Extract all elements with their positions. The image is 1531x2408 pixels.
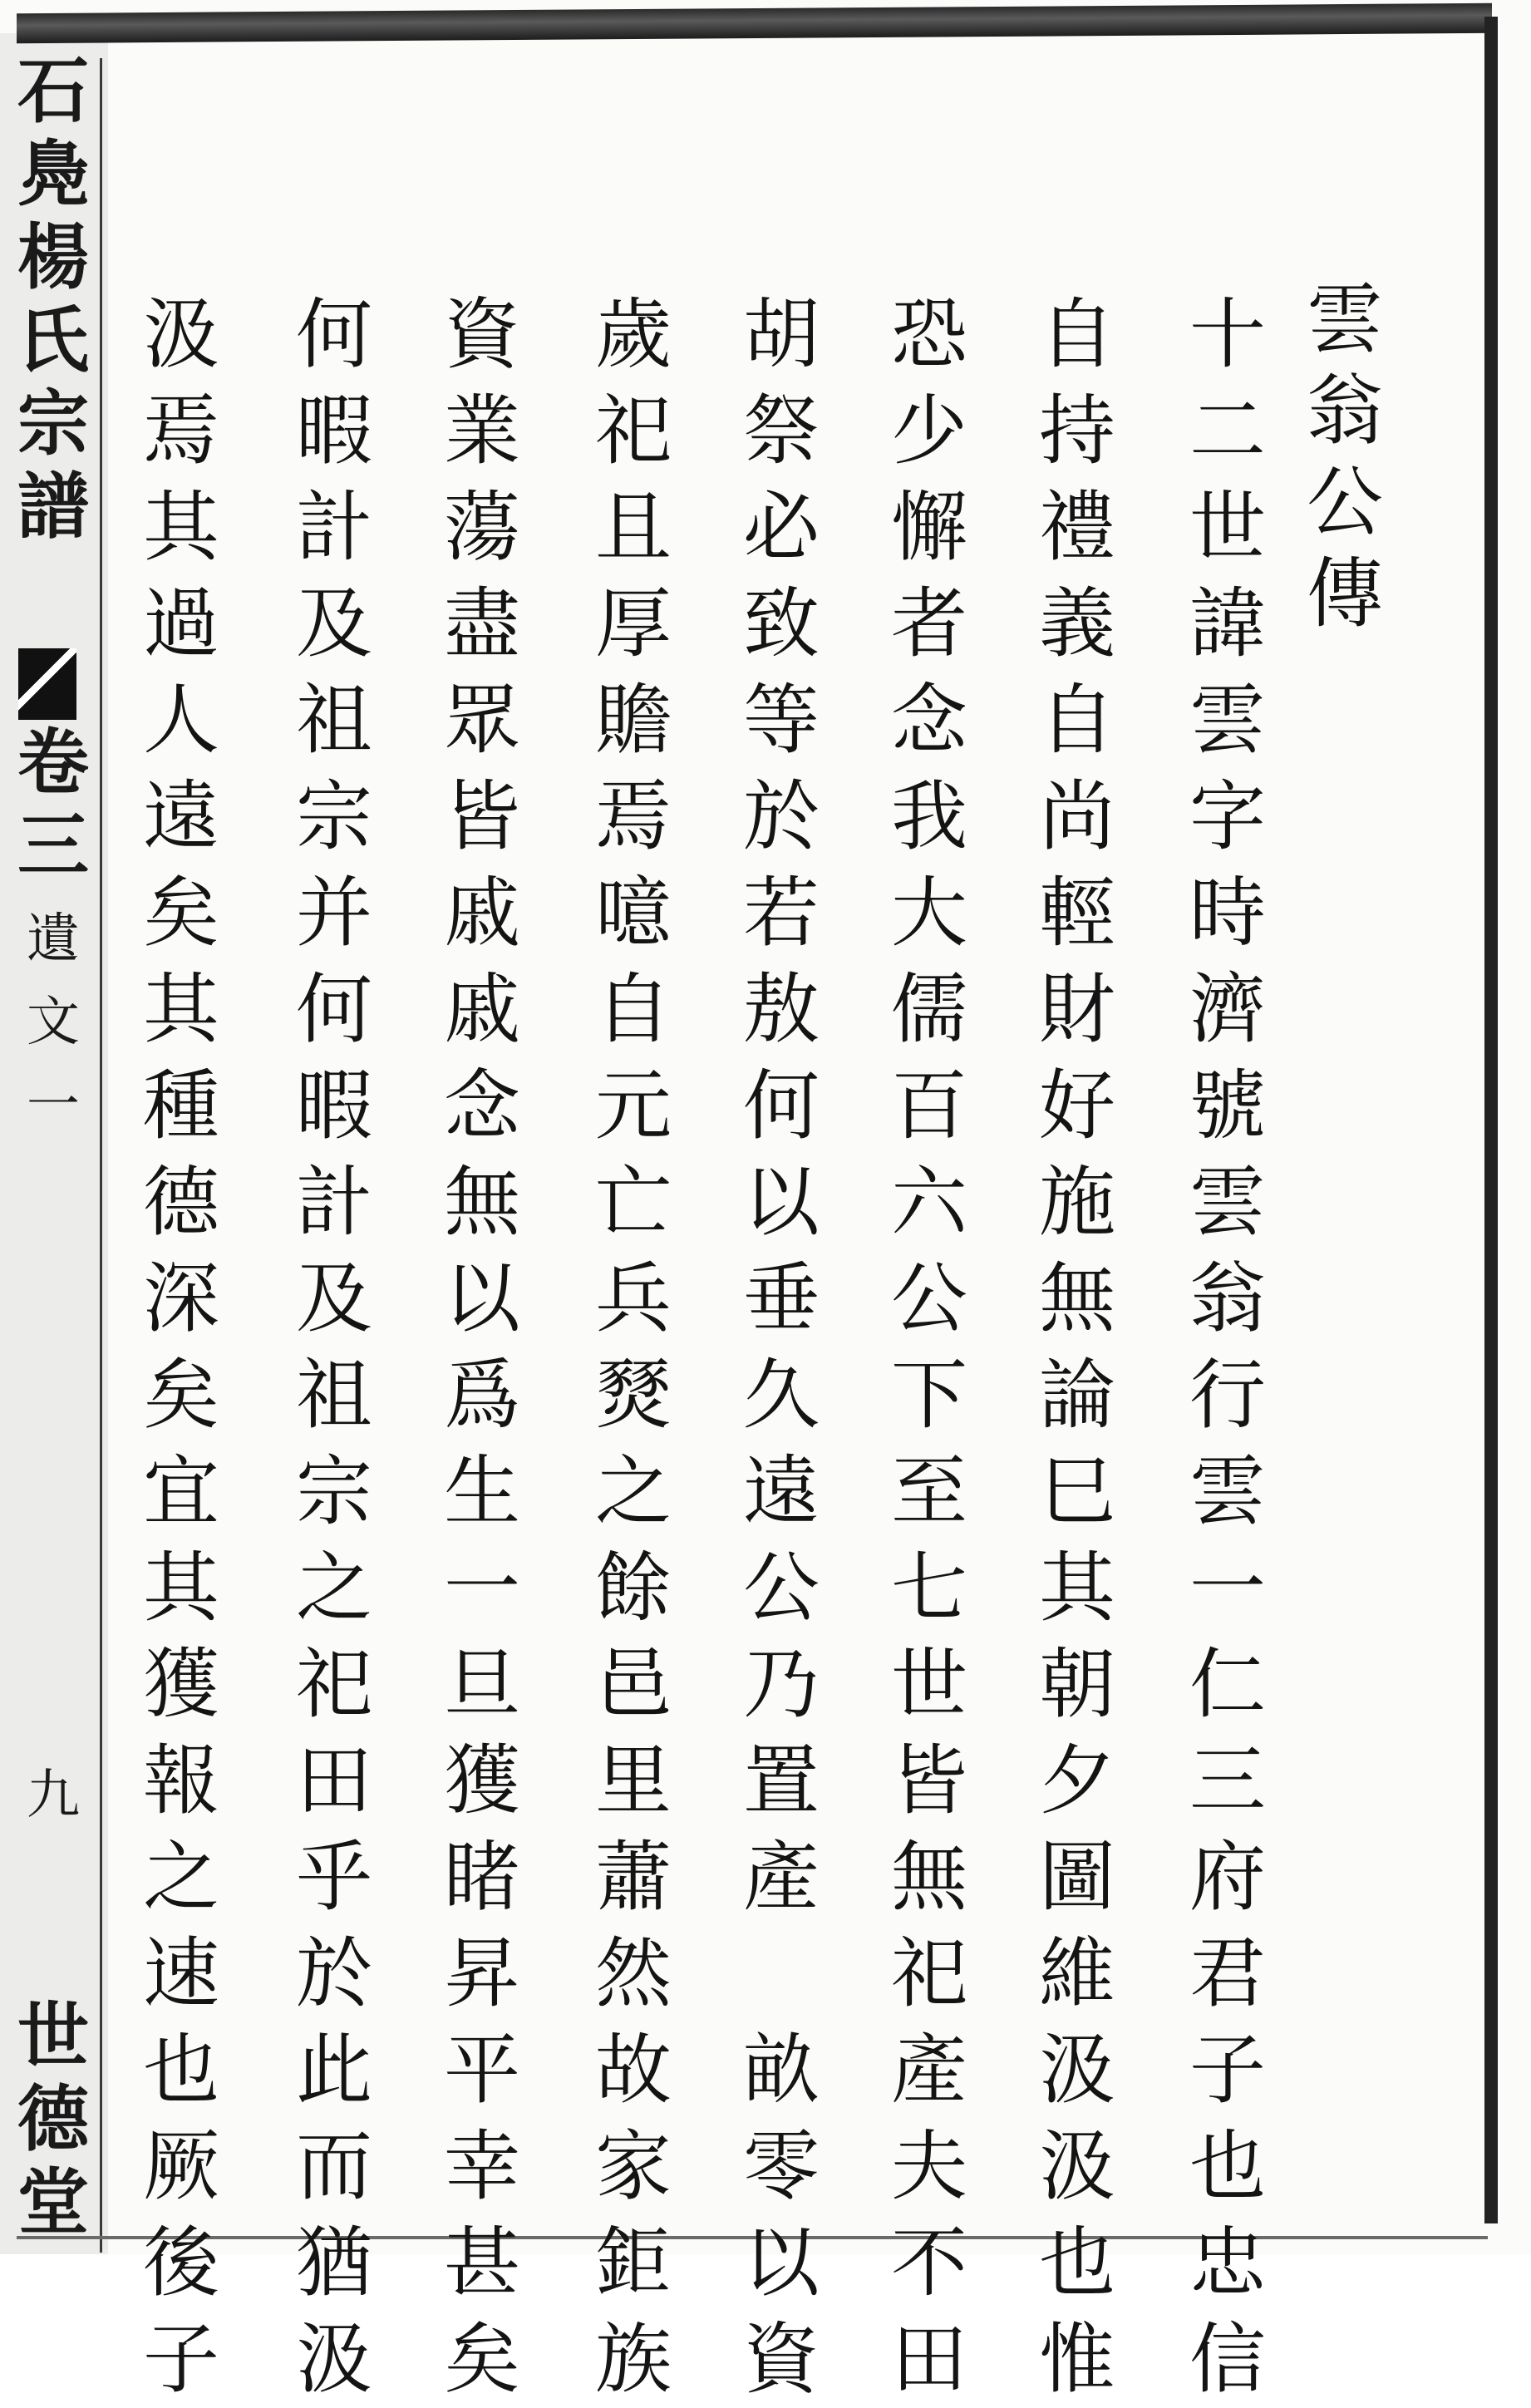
glyph: 圖 [1038, 1833, 1115, 1922]
text-column-3 [888, 287, 971, 2408]
glyph: 田 [890, 2315, 967, 2404]
glyph: 等 [742, 676, 820, 765]
glyph: 幸 [443, 2122, 520, 2211]
glyph: 信 [1189, 2315, 1266, 2404]
glyph: 眾 [443, 676, 520, 765]
glyph: 時 [1189, 869, 1266, 958]
glyph: 自 [594, 965, 672, 1054]
margin-hall-name [12, 1995, 95, 2244]
glyph: 其 [1038, 1544, 1115, 1632]
glyph: 無 [890, 1833, 967, 1922]
glyph: 九 [27, 1765, 80, 1826]
glyph: 汲 [295, 2315, 372, 2404]
glyph: 雲 [1189, 1447, 1266, 1536]
glyph: 生 [443, 1447, 520, 1536]
glyph: 子 [142, 2315, 219, 2404]
column-text [140, 287, 223, 2408]
glyph: 速 [142, 1929, 219, 2018]
glyph: 儒 [890, 965, 967, 1054]
glyph: 七 [890, 1544, 967, 1632]
glyph: 宗 [17, 382, 89, 465]
glyph: 維 [1038, 1929, 1115, 2018]
glyph: 贍 [594, 676, 672, 765]
glyph: 祖 [295, 1351, 372, 1440]
column-text [293, 287, 376, 2408]
glyph: 皆 [443, 772, 520, 861]
glyph: 之 [594, 1447, 672, 1536]
glyph: 兵 [594, 1254, 672, 1343]
glyph: 輕 [1038, 869, 1115, 958]
glyph: 蕭 [594, 1833, 672, 1922]
glyph: 汲 [142, 290, 219, 379]
glyph: 置 [742, 1736, 820, 1825]
glyph: 傳 [1306, 549, 1383, 638]
column-text [592, 287, 675, 2408]
glyph: 祖 [295, 676, 372, 765]
glyph: 夕 [1038, 1736, 1115, 1825]
glyph: 家 [594, 2122, 672, 2211]
glyph: 六 [890, 1158, 967, 1247]
glyph: 翁 [1306, 367, 1383, 456]
glyph: 亡 [594, 1158, 672, 1247]
glyph: 暇 [295, 1061, 372, 1150]
glyph: 祀 [295, 1640, 372, 1729]
glyph: 字 [1189, 772, 1266, 861]
glyph: 旦 [443, 1640, 520, 1729]
glyph: 此 [295, 2026, 372, 2115]
glyph: 朝 [1038, 1640, 1115, 1729]
glyph: 無 [1038, 1254, 1115, 1343]
glyph: 氏 [17, 298, 89, 382]
glyph: 也 [1189, 2122, 1266, 2211]
glyph: 獲 [142, 1640, 219, 1729]
glyph: 昇 [443, 1929, 520, 2018]
glyph: 祀 [594, 387, 672, 475]
glyph: 元 [594, 1061, 672, 1150]
glyph: 焉 [594, 772, 672, 861]
glyph: 及 [295, 1254, 372, 1343]
column-text [1186, 287, 1269, 2408]
column-text [1036, 287, 1119, 2408]
text-column-2 [1036, 287, 1119, 2408]
glyph: 宗 [295, 1447, 372, 1536]
glyph: 產 [890, 2026, 967, 2115]
glyph: 公 [890, 1254, 967, 1343]
glyph: 文 [27, 992, 80, 1053]
glyph: 族 [594, 2315, 672, 2404]
glyph: 之 [295, 1544, 372, 1632]
margin-section [12, 898, 95, 1147]
glyph: 爲 [443, 1351, 520, 1440]
glyph: 百 [890, 1061, 967, 1150]
top-border [17, 3, 1492, 43]
glyph: 也 [142, 2026, 219, 2115]
glyph: 零 [742, 2122, 820, 2211]
glyph: 公 [1306, 458, 1383, 547]
glyph: 遠 [142, 772, 219, 861]
glyph: 於 [295, 1929, 372, 2018]
text-column-7 [293, 287, 376, 2408]
glyph: 夫 [890, 2122, 967, 2211]
glyph: 宗 [295, 772, 372, 861]
glyph: 少 [890, 387, 967, 475]
glyph: 不 [890, 2218, 967, 2307]
glyph: 一 [1189, 1544, 1266, 1632]
glyph: 德 [142, 1158, 219, 1247]
glyph: 堂 [17, 2160, 89, 2244]
glyph: 焉 [142, 387, 219, 475]
glyph: 號 [1189, 1061, 1266, 1150]
glyph: 深 [142, 1254, 219, 1343]
glyph: 何 [295, 290, 372, 379]
glyph: 禮 [1038, 483, 1115, 572]
glyph: 計 [295, 483, 372, 572]
glyph: 厥 [142, 2122, 219, 2211]
glyph: 楊 [17, 215, 89, 299]
glyph: 世 [17, 1994, 89, 2078]
glyph [740, 1926, 823, 2022]
glyph: 久 [742, 1351, 820, 1440]
glyph: 報 [142, 1736, 219, 1825]
glyph: 以 [742, 1158, 820, 1247]
glyph: 睹 [443, 1833, 520, 1922]
glyph: 持 [1038, 387, 1115, 475]
glyph: 十 [1189, 290, 1266, 379]
glyph: 矣 [142, 1351, 219, 1440]
glyph: 義 [1038, 579, 1115, 668]
glyph: 戚 [443, 869, 520, 958]
glyph: 三 [1189, 1736, 1266, 1825]
right-border [1484, 17, 1498, 2223]
glyph: 石 [17, 49, 89, 133]
glyph: 及 [295, 579, 372, 668]
glyph: 大 [890, 869, 967, 958]
glyph: 歲 [594, 290, 672, 379]
glyph: 恐 [890, 290, 967, 379]
glyph: 君 [1189, 1929, 1266, 2018]
glyph: 念 [890, 676, 967, 765]
glyph: 而 [295, 2122, 372, 2211]
glyph: 胡 [742, 290, 820, 379]
glyph: 至 [890, 1447, 967, 1536]
glyph: 下 [890, 1351, 967, 1440]
glyph: 譜 [17, 465, 89, 549]
glyph: 田 [295, 1736, 372, 1825]
glyph: 尚 [1038, 772, 1115, 861]
margin-volume-text [12, 721, 95, 888]
glyph: 於 [742, 772, 820, 861]
glyph: 何 [295, 965, 372, 1054]
glyph: 巳 [1038, 1447, 1115, 1536]
glyph: 平 [443, 2026, 520, 2115]
glyph: 若 [742, 869, 820, 958]
glyph: 資 [742, 2315, 820, 2404]
glyph: 汲 [1038, 2122, 1115, 2211]
glyph: 故 [594, 2026, 672, 2115]
text-column-5 [592, 287, 675, 2408]
margin-page-number [12, 1754, 95, 1837]
glyph: 論 [1038, 1351, 1115, 1440]
glyph: 惟 [1038, 2315, 1115, 2404]
glyph: 一 [443, 1544, 520, 1632]
glyph: 後 [142, 2218, 219, 2307]
glyph: 諱 [1189, 579, 1266, 668]
text-column-4 [740, 287, 823, 2408]
glyph: 祭 [742, 387, 820, 475]
glyph: 三 [17, 804, 89, 888]
margin-hall-text [12, 1995, 95, 2244]
margin-book-title [12, 50, 95, 549]
glyph: 皆 [890, 1736, 967, 1825]
glyph: 噫 [594, 869, 672, 958]
glyph: 雲 [1306, 275, 1383, 364]
glyph: 過 [142, 579, 219, 668]
glyph: 自 [1038, 290, 1115, 379]
glyph: 德 [17, 2077, 89, 2161]
glyph: 甚 [443, 2218, 520, 2307]
glyph: 暇 [295, 387, 372, 475]
glyph: 乎 [295, 1833, 372, 1922]
glyph: 之 [142, 1833, 219, 1922]
glyph: 矣 [142, 869, 219, 958]
column-text [1303, 274, 1386, 640]
glyph: 計 [295, 1158, 372, 1247]
glyph: 猶 [295, 2218, 372, 2307]
fold-mark [18, 648, 76, 720]
glyph: 里 [594, 1736, 672, 1825]
glyph: 府 [1189, 1833, 1266, 1922]
glyph: 何 [742, 1061, 820, 1150]
glyph: 鳧 [17, 132, 89, 216]
glyph: 雲 [1189, 1158, 1266, 1247]
glyph: 致 [742, 579, 820, 668]
glyph: 餘 [594, 1544, 672, 1632]
glyph: 遺 [27, 909, 80, 970]
margin-volume [12, 721, 95, 888]
glyph: 念 [443, 1061, 520, 1150]
column-text [441, 287, 524, 2408]
glyph: 子 [1189, 2026, 1266, 2115]
glyph: 宜 [142, 1447, 219, 1536]
glyph: 厚 [594, 579, 672, 668]
glyph: 一 [27, 1075, 80, 1136]
glyph: 雲 [1189, 676, 1266, 765]
glyph: 濟 [1189, 965, 1266, 1054]
glyph: 翁 [1189, 1254, 1266, 1343]
text-column-6 [441, 287, 524, 2408]
glyph: 其 [142, 1544, 219, 1632]
glyph: 然 [594, 1929, 672, 2018]
column-text [888, 287, 971, 2408]
glyph: 好 [1038, 1061, 1115, 1150]
text-column-title [1303, 274, 1386, 640]
glyph: 卷 [17, 721, 89, 805]
glyph: 仁 [1189, 1640, 1266, 1729]
glyph: 以 [742, 2218, 820, 2307]
glyph: 其 [142, 483, 219, 572]
glyph: 財 [1038, 965, 1115, 1054]
glyph: 以 [443, 1254, 520, 1343]
glyph: 畝 [742, 2026, 820, 2115]
margin-title-text [12, 50, 95, 549]
glyph: 其 [142, 965, 219, 1054]
glyph: 敖 [742, 965, 820, 1054]
glyph: 公 [742, 1544, 820, 1632]
glyph: 且 [594, 483, 672, 572]
margin-page-number-text [12, 1754, 95, 1837]
glyph: 獲 [443, 1736, 520, 1825]
text-column-8 [140, 287, 223, 2408]
glyph: 自 [1038, 676, 1115, 765]
glyph: 乃 [742, 1640, 820, 1729]
text-column-1 [1186, 287, 1269, 2408]
glyph: 產 [742, 1833, 820, 1922]
glyph: 汲 [1038, 2026, 1115, 2115]
glyph: 蕩 [443, 483, 520, 572]
glyph: 盡 [443, 579, 520, 668]
glyph: 者 [890, 579, 967, 668]
glyph: 行 [1189, 1351, 1266, 1440]
glyph: 矣 [443, 2315, 520, 2404]
spine-rule [100, 58, 102, 2253]
glyph: 垂 [742, 1254, 820, 1343]
glyph: 施 [1038, 1158, 1115, 1247]
glyph: 世 [1189, 483, 1266, 572]
glyph: 懈 [890, 483, 967, 572]
glyph: 業 [443, 387, 520, 475]
glyph: 燹 [594, 1351, 672, 1440]
glyph: 遠 [742, 1447, 820, 1536]
glyph: 戚 [443, 965, 520, 1054]
glyph: 并 [295, 869, 372, 958]
glyph: 忠 [1189, 2218, 1266, 2307]
glyph: 也 [1038, 2218, 1115, 2307]
glyph: 無 [443, 1158, 520, 1247]
glyph: 人 [142, 676, 219, 765]
glyph: 必 [742, 483, 820, 572]
glyph: 資 [443, 290, 520, 379]
glyph: 種 [142, 1061, 219, 1150]
glyph: 邑 [594, 1640, 672, 1729]
glyph: 世 [890, 1640, 967, 1729]
column-text [740, 287, 823, 2408]
glyph: 祀 [890, 1929, 967, 2018]
glyph: 二 [1189, 387, 1266, 475]
margin-section-text [12, 898, 95, 1147]
glyph: 鉅 [594, 2218, 672, 2307]
glyph: 我 [890, 772, 967, 861]
